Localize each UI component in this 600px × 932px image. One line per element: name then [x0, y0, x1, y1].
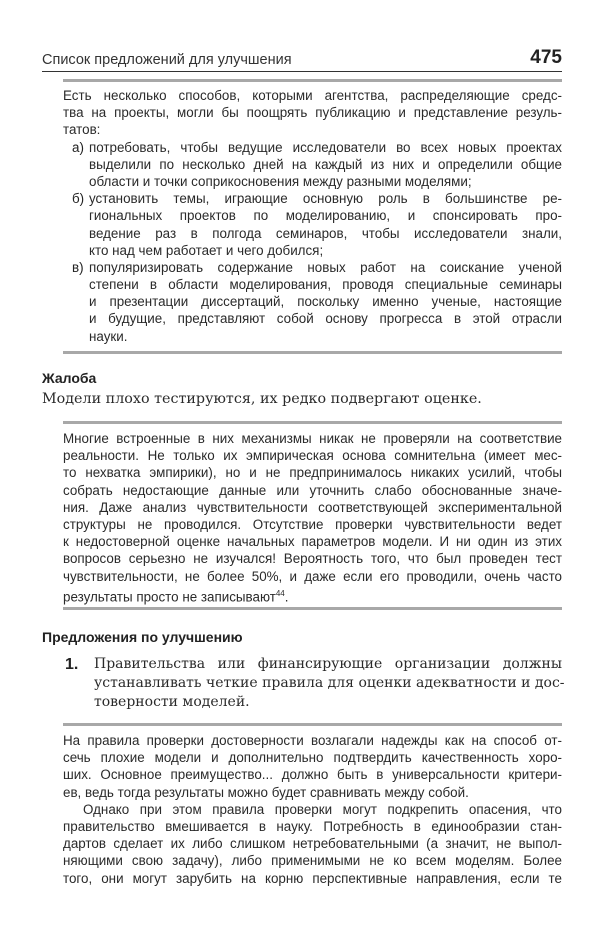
running-title: Список предложений для улучшения [42, 52, 292, 68]
page-number: 475 [530, 47, 562, 68]
text-line: области и точки соприкосновения между разными моделями; [89, 173, 472, 189]
complaint-text: Модели плохо тестируются, их редко подвергают оценке. [42, 391, 482, 407]
text-line: дартов сделает их либо слишком нетребовательными (а значит, не выпол- [63, 836, 562, 852]
footnote-ref[interactable]: 44 [275, 588, 285, 598]
proposal-text [94, 655, 565, 712]
section-heading-proposals: Предложения по улучшению [42, 629, 243, 645]
text-line: реальности. Не только их эмпирическая основа сомнительна (имеет мес- [63, 448, 562, 464]
text-line: Многие встроенные в них механизмы никак не проверяли на соответствие [63, 431, 562, 446]
list-label: б) [72, 191, 85, 207]
text-line: науки. [89, 328, 128, 344]
text-span: результаты просто не записывают [63, 589, 276, 605]
text-line: и презентации диссертаций, поскольку именно ученые, настоящие [89, 294, 562, 310]
text-line: товерности моделей. [94, 694, 250, 710]
text-line: и будущие, представляют собой основу прогресса в этой отрасли [89, 311, 562, 327]
text-line: ния. Даже анализ чувствительности соответствующей экспериментальной [63, 499, 562, 515]
text-line: гиональных проектов по моделированию, и спонсировать про- [89, 208, 562, 224]
proposal-number: 1. [65, 656, 79, 673]
divider [63, 607, 562, 610]
text-line: кто над чем работает и чего добился; [89, 242, 324, 258]
text-line: ев, ведь тогда результаты можно будет сравнивать между собой. [63, 784, 469, 800]
text-line: няющими свою задачу), либо применимыми не ко всем моделям. Более [63, 853, 562, 869]
running-header [42, 44, 562, 72]
text-line [63, 585, 562, 605]
text-line: вопросов серьезно не изучался! Вероятность того, что был проведен тест [63, 551, 562, 567]
quote-box-validation [63, 723, 562, 887]
text-line: собрать недостающие данные или уточнить слабо обоснованные значе- [63, 482, 562, 498]
text-line: Есть несколько способов, которыми агентства, распределяющие средс- [63, 88, 562, 103]
text-line: структуры не проводился. Отсутствие проверки чувствительности ведет [63, 516, 562, 532]
divider [63, 79, 562, 82]
text-line: выделили по несколько дней на каждый из них и определили общие [89, 156, 562, 172]
text-line: ведение раз в полгода семинаров, чтобы исследователи знали, [89, 225, 562, 241]
list-label: в) [72, 259, 84, 275]
text-line: степени в области моделирования, проводя специальные семинары [89, 277, 562, 293]
text-line: Однако при этом правила проверки могут подкрепить опасения, что [83, 801, 562, 817]
text-line: тва на проекты, могли бы поощрять публикацию и представление резуль- [63, 105, 562, 121]
text-line: правительство вмешивается в науку. Потребность в единообразии стан- [63, 818, 562, 834]
text-line: того, они могут зарубить на корню перспективные направления, если те [63, 870, 562, 886]
text-line: устанавливать четкие правила для оценки адекватности и дос- [94, 675, 565, 691]
divider [63, 723, 562, 726]
text-span: . [284, 589, 289, 605]
divider [63, 351, 562, 354]
text-line: установить темы, играющие основную роль в большинстве ре- [89, 191, 562, 207]
quote-box-testing [63, 421, 562, 610]
text-line: популяризировать содержание новых работ на соискание ученой [89, 259, 562, 275]
section-heading-complaint: Жалоба [42, 370, 97, 386]
text-line: На правила проверки достоверности возлагали надежды как на способ от- [63, 733, 562, 748]
text-line: к недостоверной оценке начальных параметров модели. И ни один из этих [63, 534, 562, 550]
list-label: а) [72, 139, 84, 155]
text-line: то нехватка эмпирики), но и не предпринималось никаких усилий, чтобы [63, 465, 562, 481]
divider [63, 421, 562, 424]
text-line: чувствительности, не более 50%, и даже если его проводили, очень часто [63, 568, 562, 584]
text-line: Правительства или финансирующие организации должны [94, 656, 562, 672]
text-line: татов: [63, 122, 101, 138]
text-line: сечь плохие модели и дополнительно подтвердить качественность хоро- [63, 750, 562, 766]
list-item [63, 190, 562, 259]
quote-box-funding [63, 79, 562, 354]
text-line: потребовать, чтобы ведущие исследователи во всех новых проектах [89, 139, 562, 155]
text-line: ших. Основное преимущество... должно быть в универсальности критери- [63, 767, 562, 783]
list-item [63, 139, 562, 191]
list-item [63, 259, 562, 345]
